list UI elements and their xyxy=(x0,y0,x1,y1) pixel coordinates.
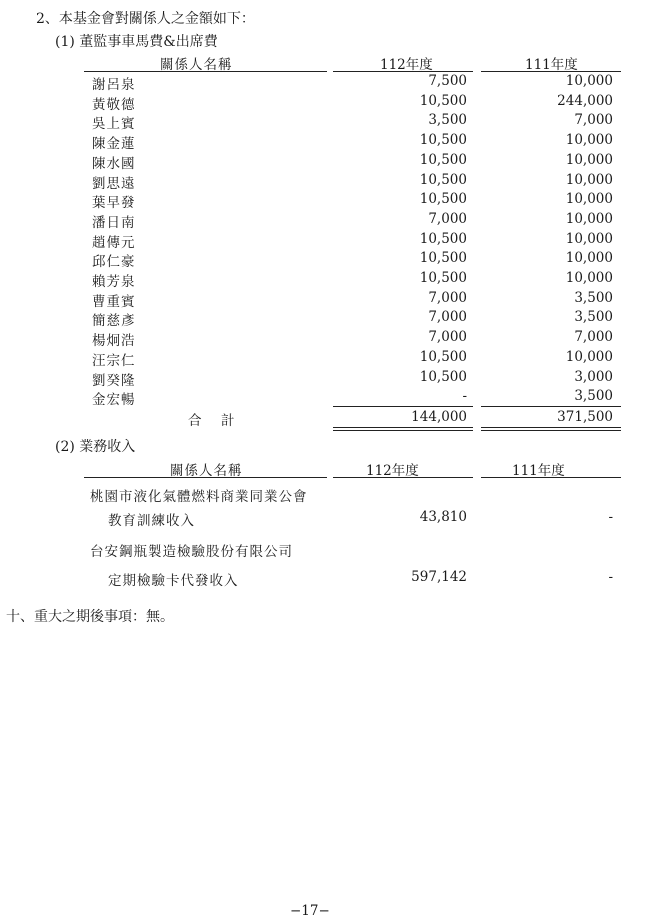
p2-header-y112: 112年度 xyxy=(366,463,419,479)
row-name: 葉早發 xyxy=(92,195,136,212)
row-y112: 7,500 xyxy=(428,73,467,89)
table-row xyxy=(0,172,647,192)
row-y112: 10,500 xyxy=(419,368,467,385)
row-y111: 7,000 xyxy=(574,329,613,346)
row-y111: 3,500 xyxy=(574,388,613,405)
row-y111: 10,000 xyxy=(565,191,613,208)
table-row xyxy=(0,112,647,132)
row-y112: 3,500 xyxy=(428,112,467,129)
total-label: 合 計 xyxy=(188,413,238,429)
row-y112: 10,500 xyxy=(419,250,467,267)
table-row xyxy=(0,290,647,310)
row-name: 曹重賓 xyxy=(92,293,136,310)
row-y112: 7,000 xyxy=(428,289,467,306)
row-y112: - xyxy=(462,388,467,405)
row-y111: 10,000 xyxy=(565,250,613,267)
header-name: 關係人名稱 xyxy=(160,57,233,73)
table-row xyxy=(0,329,647,349)
row-y111: 7,000 xyxy=(574,112,613,129)
row-name: 楊炯浩 xyxy=(92,333,136,350)
row-y112: 10,500 xyxy=(419,348,467,365)
table-row xyxy=(0,270,647,290)
part2-title: (2) 業務收入 xyxy=(55,439,136,455)
section-ten: 十、重大之期後事項：無。 xyxy=(6,609,174,625)
total-rule-y111 xyxy=(481,406,621,407)
row-y111: 10,000 xyxy=(565,73,613,89)
table-row xyxy=(0,93,647,113)
table-row xyxy=(0,231,647,251)
header-y111: 111年度 xyxy=(525,57,578,73)
total-double-rule-y112 xyxy=(333,427,473,431)
row-name: 潘日南 xyxy=(92,214,136,231)
row-y112: 10,500 xyxy=(419,132,467,149)
row-y111: 10,000 xyxy=(565,348,613,365)
row-name: 趙傳元 xyxy=(92,234,136,251)
row-y112: 7,000 xyxy=(428,210,467,227)
page-number: −17− xyxy=(290,903,330,919)
row-name: 陳水國 xyxy=(92,155,136,172)
row-name: 黃敬德 xyxy=(92,96,136,113)
row-y111: 3,500 xyxy=(574,309,613,326)
org1-item: 教育訓練收入 xyxy=(108,513,195,529)
table-row xyxy=(0,211,647,231)
table-row xyxy=(0,132,647,152)
row-y111: 10,000 xyxy=(565,151,613,168)
header-y112: 112年度 xyxy=(380,57,433,73)
section-heading: 2、本基金會對關係人之金額如下： xyxy=(36,11,255,27)
row-y112: 10,500 xyxy=(419,270,467,286)
org1-y112: 43,810 xyxy=(419,509,467,525)
table-row xyxy=(0,152,647,172)
row-y112: 7,000 xyxy=(428,309,467,326)
table-row xyxy=(0,250,647,270)
table-row xyxy=(0,191,647,211)
p2-header-rule-name xyxy=(84,477,327,478)
row-name: 劉思遠 xyxy=(92,175,136,192)
row-y111: 10,000 xyxy=(565,230,613,247)
row-y112: 10,500 xyxy=(419,171,467,188)
total-y111: 371,500 xyxy=(557,409,613,425)
org2-y112: 597,142 xyxy=(411,569,467,585)
row-name: 金宏暢 xyxy=(92,392,136,409)
part1-title: (1) 董監事車馬費&出席費 xyxy=(55,34,218,50)
row-name: 汪宗仁 xyxy=(92,352,136,369)
org2-name: 台安鋼瓶製造檢驗股份有限公司 xyxy=(90,544,293,560)
row-name: 邱仁豪 xyxy=(92,254,136,271)
row-name: 簡慈彥 xyxy=(92,313,136,330)
row-name: 陳金蓮 xyxy=(92,136,136,153)
row-y112: 10,500 xyxy=(419,191,467,208)
p2-header-name: 關係人名稱 xyxy=(170,463,243,479)
row-y111: 10,000 xyxy=(565,132,613,149)
row-y111: 10,000 xyxy=(565,171,613,188)
org1-y111: - xyxy=(608,509,613,525)
row-name: 劉癸隆 xyxy=(92,372,136,389)
total-y112: 144,000 xyxy=(411,409,467,425)
row-y111: 244,000 xyxy=(557,92,613,109)
row-name: 謝呂泉 xyxy=(92,77,136,93)
row-y111: 10,000 xyxy=(565,270,613,286)
row-name: 吳上賓 xyxy=(92,116,136,133)
table-row xyxy=(0,309,647,329)
row-y112: 10,500 xyxy=(419,151,467,168)
row-y112: 10,500 xyxy=(419,230,467,247)
table-row xyxy=(0,369,647,389)
total-double-rule-y111 xyxy=(481,427,621,431)
row-name: 賴芳泉 xyxy=(92,274,136,290)
p2-header-rule-y111 xyxy=(481,477,621,478)
row-y111: 3,000 xyxy=(574,368,613,385)
org2-item: 定期檢驗卡代發收入 xyxy=(108,573,239,589)
header-rule-y111 xyxy=(481,71,621,72)
p2-header-y111: 111年度 xyxy=(512,463,565,479)
row-y112: 7,000 xyxy=(428,329,467,346)
header-rule-name xyxy=(84,71,327,72)
row-y111: 10,000 xyxy=(565,210,613,227)
total-rule-y112 xyxy=(333,406,473,407)
org2-y111: - xyxy=(608,569,613,585)
org1-name: 桃園市液化氣體燃料商業同業公會 xyxy=(90,489,308,505)
row-y112: 10,500 xyxy=(419,92,467,109)
p2-header-rule-y112 xyxy=(333,477,473,478)
table-row xyxy=(0,349,647,369)
table-row xyxy=(0,73,647,93)
row-y111: 3,500 xyxy=(574,289,613,306)
header-rule-y112 xyxy=(333,71,473,72)
